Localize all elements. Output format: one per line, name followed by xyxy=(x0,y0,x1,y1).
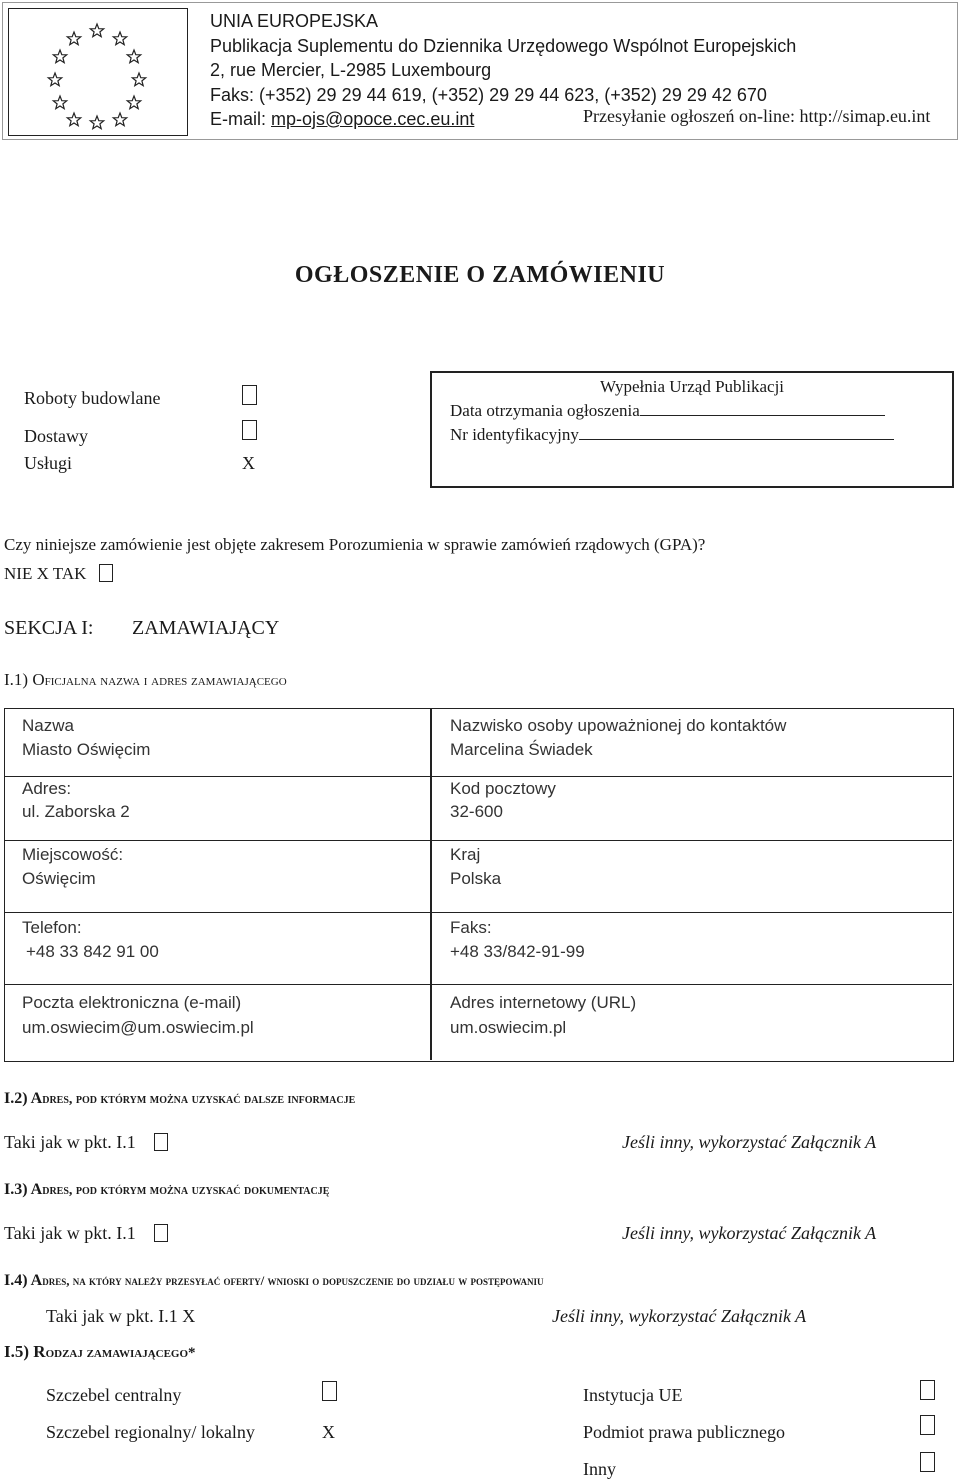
section-title: ZAMAWIAJĄCY xyxy=(132,617,280,639)
i2-number: I.2) xyxy=(4,1090,31,1107)
field-label: Adres internetowy (URL) xyxy=(450,993,637,1012)
field-value: ul. Zaborska 2 xyxy=(22,802,130,821)
type-checkbox-supplies[interactable] xyxy=(242,420,257,440)
i3-heading xyxy=(4,1181,329,1199)
field-value: +48 33 842 91 00 xyxy=(26,942,159,961)
field-label: Adres: xyxy=(22,779,72,798)
field-value: Miasto Oświęcim xyxy=(22,740,151,759)
field-label: Faks: xyxy=(450,918,492,937)
i5-number: I.5) xyxy=(4,1342,34,1361)
i5-heading xyxy=(4,1342,196,1362)
eu-flag-frame xyxy=(8,8,188,136)
email-label: E-mail: xyxy=(210,109,272,129)
i5-rest: odzaj zamawiającego* xyxy=(45,1345,196,1361)
cell-osoba xyxy=(450,714,786,762)
field-value: +48 33/842-91-99 xyxy=(450,942,585,961)
row-divider xyxy=(5,984,952,985)
i1-rest: ficjalna nazwa i adres zamawiającego xyxy=(44,673,287,689)
gpa-tak-checkbox[interactable] xyxy=(99,564,113,582)
type-checkbox-works[interactable] xyxy=(242,385,257,405)
field-value[interactable]: um.oswiecim.pl xyxy=(450,1018,567,1037)
eu-stars-icon xyxy=(9,9,186,134)
field-label: Miejscowość: xyxy=(22,845,124,864)
received-line[interactable] xyxy=(640,401,885,416)
section-label: SEKCJA I: xyxy=(4,617,94,639)
online-submission[interactable]: Przesyłanie ogłoszeń on-line: http://simap.eu.int xyxy=(583,106,931,126)
gpa-question: Czy niniejsze zamówienie jest objęte zakresem Porozumienia w sprawie zamówień rządowych (GPA)? xyxy=(4,535,706,554)
type-label-services: Usługi xyxy=(24,453,73,473)
id-field xyxy=(450,425,894,445)
i2-cap: A xyxy=(30,1090,43,1107)
cell-faks xyxy=(450,916,585,964)
received-label: Data otrzymania ogłoszenia xyxy=(450,401,640,420)
publisher-line: UNIA EUROPEJSKA xyxy=(210,11,379,31)
cell-miejscowosc xyxy=(22,843,123,891)
i2-same-label: Taki jak w pkt. I.1 xyxy=(4,1132,136,1152)
cell-kod xyxy=(450,777,556,823)
gpa-answer-text: NIE X TAK xyxy=(4,564,87,583)
i5-public-checkbox[interactable] xyxy=(920,1415,935,1435)
type-label-works: Roboty budowlane xyxy=(24,388,161,408)
page-title: OGŁOSZENIE O ZAMÓWIENIU xyxy=(294,262,666,288)
i4-heading xyxy=(4,1272,544,1290)
field-value: Oświęcim xyxy=(22,869,96,888)
i5-other-label: Inny xyxy=(583,1459,616,1479)
i2-same xyxy=(4,1132,168,1153)
i5-central-label: Szczebel centralny xyxy=(46,1385,182,1405)
i5-public-label: Podmiot prawa publicznego xyxy=(583,1422,785,1442)
i5-eu-label: Instytucja UE xyxy=(583,1385,683,1405)
i3-same-checkbox[interactable] xyxy=(154,1224,168,1242)
field-value: Polska xyxy=(450,869,502,888)
i3-rest: dres, pod którym można uzyskać dokumentację xyxy=(42,1183,330,1198)
i3-other: Jeśli inny, wykorzystać Załącznik A xyxy=(622,1223,877,1243)
i3-same xyxy=(4,1223,168,1244)
field-label: Nazwisko osoby upoważnionej do kontaktów xyxy=(450,716,787,735)
i2-heading xyxy=(4,1090,355,1108)
i3-number: I.3) xyxy=(4,1181,31,1198)
i3-same-label: Taki jak w pkt. I.1 xyxy=(4,1223,136,1243)
id-line[interactable] xyxy=(579,425,894,440)
cell-email xyxy=(22,990,254,1040)
i5-eu-checkbox[interactable] xyxy=(920,1380,935,1400)
i4-number: I.4) xyxy=(4,1272,31,1289)
cell-nazwa xyxy=(22,714,150,762)
type-mark-services[interactable]: X xyxy=(242,453,255,473)
i4-same: Taki jak w pkt. I.1 X xyxy=(46,1306,196,1326)
i5-other-checkbox[interactable] xyxy=(920,1452,935,1472)
i5-cap: R xyxy=(33,1342,46,1361)
field-label: Poczta elektroniczna (e-mail) xyxy=(22,993,242,1012)
i4-cap: A xyxy=(30,1272,43,1289)
i4-rest: dres, na który należy przesyłać oferty/ wnioski o dopuszczenie do udziału w postępowaniu xyxy=(42,1273,544,1288)
i2-other: Jeśli inny, wykorzystać Załącznik A xyxy=(622,1132,877,1152)
field-label: Nazwa xyxy=(22,716,74,735)
column-divider xyxy=(430,709,432,1060)
i3-cap: A xyxy=(30,1181,43,1198)
field-value: Marcelina Świadek xyxy=(450,740,593,759)
i1-number: I.1) xyxy=(4,670,33,689)
gpa-answer xyxy=(4,564,113,584)
publisher-line: Publikacja Suplementu do Dziennika Urzędowego Wspólnot Europejskich xyxy=(210,35,797,56)
i5-regional-label: Szczebel regionalny/ lokalny xyxy=(46,1422,255,1442)
field-value[interactable]: um.oswiecim@um.oswiecim.pl xyxy=(22,1018,254,1037)
id-label: Nr identyfikacyjny xyxy=(450,425,579,444)
email-link[interactable]: mp-ojs@opoce.cec.eu.int xyxy=(271,109,475,129)
i4-other: Jeśli inny, wykorzystać Załącznik A xyxy=(552,1306,807,1326)
type-label-supplies: Dostawy xyxy=(24,426,88,446)
i5-regional-mark[interactable]: X xyxy=(322,1422,335,1442)
row-divider xyxy=(5,912,952,913)
received-field xyxy=(450,401,885,421)
i5-central-checkbox[interactable] xyxy=(322,1381,337,1401)
office-box xyxy=(430,371,954,488)
publisher-line: Faks: (+352) 29 29 44 619, (+352) 29 29 44 623, (+352) 29 29 42 670 xyxy=(210,84,767,105)
cell-kraj xyxy=(450,843,501,891)
field-label: Kod pocztowy xyxy=(450,779,556,798)
field-value: 32-600 xyxy=(450,802,503,821)
i1-cap: O xyxy=(32,670,45,689)
office-heading: Wypełnia Urząd Publikacji xyxy=(599,377,785,396)
field-label: Telefon: xyxy=(22,918,82,937)
cell-telefon xyxy=(22,916,159,964)
i2-rest: dres, pod którym można uzyskać dalsze informacje xyxy=(42,1092,356,1107)
row-divider xyxy=(5,840,952,841)
publisher-line: 2, rue Mercier, L-2985 Luxembourg xyxy=(210,60,492,80)
cell-url xyxy=(450,990,636,1040)
i2-same-checkbox[interactable] xyxy=(154,1133,168,1151)
i1-heading xyxy=(4,670,287,690)
cell-adres xyxy=(22,777,130,823)
field-label: Kraj xyxy=(450,845,481,864)
